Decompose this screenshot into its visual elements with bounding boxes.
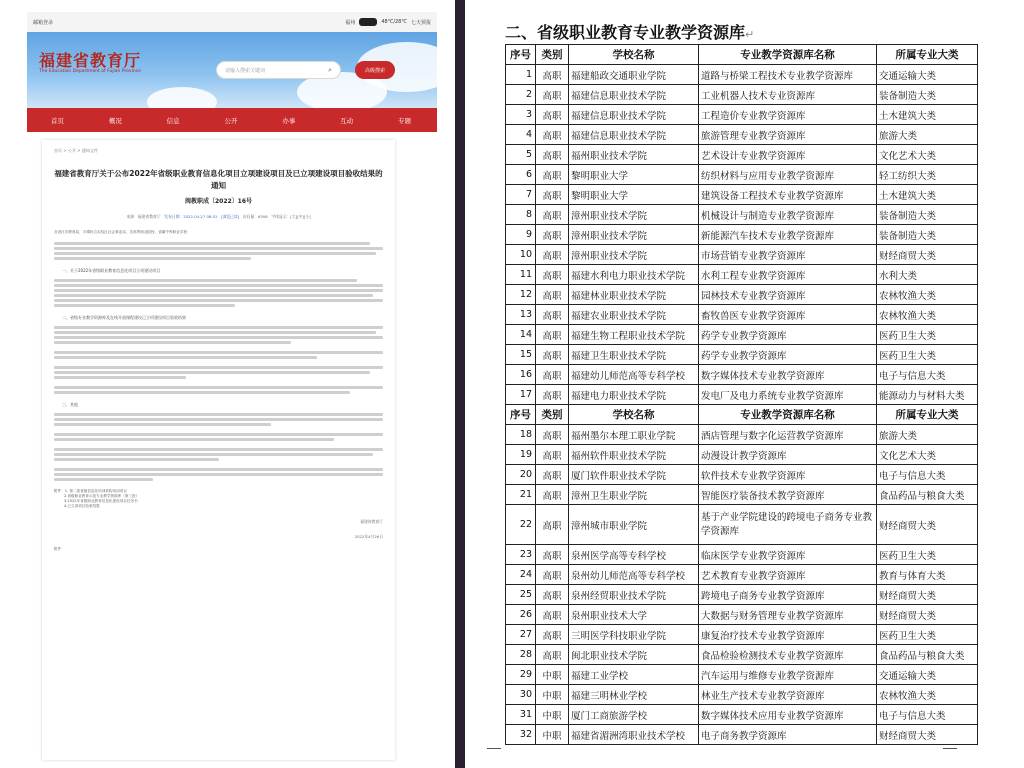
- school-name: 福州墨尔本理工职业学院: [569, 425, 699, 445]
- row-number: 25: [506, 585, 536, 605]
- row-category: 高职: [536, 165, 569, 185]
- row-number: 11: [506, 265, 536, 285]
- row-number: 8: [506, 205, 536, 225]
- row-category: 高职: [536, 125, 569, 145]
- row-category: 中职: [536, 665, 569, 685]
- attachment-item[interactable]: 4.已立项项目验收结果: [64, 504, 100, 508]
- major-category: 文化艺术大类: [877, 445, 978, 465]
- nav-item-interact[interactable]: 互动: [340, 116, 354, 125]
- school-name: 福建林业职业技术学院: [569, 285, 699, 305]
- major-category: 医药卫生大类: [877, 545, 978, 565]
- meta-views: 访问量：6306: [242, 214, 268, 219]
- weather-city: 福州: [345, 19, 356, 26]
- library-name: 数字媒体技术专业教学资源库: [699, 365, 877, 385]
- table-row: [506, 665, 978, 685]
- row-number: 27: [506, 625, 536, 645]
- row-category: 高职: [536, 605, 569, 625]
- main-nav: [27, 108, 437, 132]
- row-number: 22: [506, 505, 536, 545]
- row-category: 高职: [536, 425, 569, 445]
- major-category: 装备制造大类: [877, 85, 978, 105]
- school-name: 福建电力职业技术学院: [569, 385, 699, 405]
- row-category: 高职: [536, 225, 569, 245]
- row-category: 高职: [536, 625, 569, 645]
- table-row: [506, 285, 978, 305]
- table-row: [506, 245, 978, 265]
- school-name: 漳州职业技术学院: [569, 205, 699, 225]
- section-one-heading: 一、关于2022年省级职业教育信息化项目立项建设项目: [62, 268, 161, 273]
- row-category: 高职: [536, 245, 569, 265]
- nav-item-public[interactable]: 公开: [224, 116, 238, 125]
- school-name: 泉州职业技术大学: [569, 605, 699, 625]
- row-category: 高职: [536, 325, 569, 345]
- table-row: [506, 585, 978, 605]
- library-name: 艺术教育专业教学资源库: [699, 565, 877, 585]
- school-name: 福建信息职业技术学院: [569, 85, 699, 105]
- library-name: 园林技术专业教学资源库: [699, 285, 877, 305]
- library-name: 发电厂及电力系统专业教学资源库: [699, 385, 877, 405]
- school-name: 漳州职业技术学院: [569, 245, 699, 265]
- row-category: 高职: [536, 465, 569, 485]
- row-category: 高职: [536, 365, 569, 385]
- library-name: 软件技术专业教学资源库: [699, 465, 877, 485]
- school-name: 福州软件职业技术学院: [569, 445, 699, 465]
- major-category: 交通运输大类: [877, 665, 978, 685]
- row-number: 2: [506, 85, 536, 105]
- row-category: 高职: [536, 385, 569, 405]
- table-header-cell: 专业教学资源库名称: [699, 45, 877, 65]
- nav-item-overview[interactable]: 概况: [108, 116, 122, 125]
- school-name: 福建信息职业技术学院: [569, 105, 699, 125]
- signer: 福建省教育厅: [360, 519, 383, 524]
- major-category: 财经商贸大类: [877, 505, 978, 545]
- school-name: 福建农业职业技术学院: [569, 305, 699, 325]
- row-category: 中职: [536, 725, 569, 745]
- library-name: 临床医学专业教学资源库: [699, 545, 877, 565]
- attachment-item[interactable]: 3.2022年省级职业教育信息化建设项目任务书: [64, 499, 138, 503]
- row-category: 高职: [536, 145, 569, 165]
- library-name: 跨境电子商务专业教学资源库: [699, 585, 877, 605]
- website-page: [27, 12, 437, 768]
- row-category: 高职: [536, 585, 569, 605]
- library-name: 纺织材料与应用专业教学资源库: [699, 165, 877, 185]
- section-two-heading: 二、省级专业教学资源库及在线开放课程建设已立项建设项目验收结果: [62, 315, 186, 320]
- row-number: 28: [506, 645, 536, 665]
- article-title: 福建省教育厅关于公布2022年省级职业教育信息化项目立项建设项目及已立项建设项目验收结果的通知: [54, 169, 383, 190]
- page-corner-mark: [487, 748, 501, 762]
- article-meta: [54, 214, 383, 220]
- library-name: 康复治疗技术专业教学资源库: [699, 625, 877, 645]
- major-category: 农林牧渔大类: [877, 685, 978, 705]
- row-number: 18: [506, 425, 536, 445]
- attachment-item[interactable]: 附件：1. 第二批省级信息化培训机构培训项目: [54, 489, 127, 493]
- major-category: 装备制造大类: [877, 225, 978, 245]
- mail-login-link[interactable]: 邮箱登录: [33, 19, 54, 26]
- table-row: [506, 345, 978, 365]
- major-category: 电子与信息大类: [877, 365, 978, 385]
- library-name: 旅游管理专业教学资源库: [699, 125, 877, 145]
- row-number: 5: [506, 145, 536, 165]
- school-name: 福建水利电力职业技术学院: [569, 265, 699, 285]
- weather-forecast-link[interactable]: 七天预报: [410, 19, 431, 26]
- library-name: 机械设计与制造专业教学资源库: [699, 205, 877, 225]
- row-category: 高职: [536, 645, 569, 665]
- major-category: 财经商贸大类: [877, 585, 978, 605]
- school-name: 漳州职业技术学院: [569, 225, 699, 245]
- library-name: 基于产业学院建设的跨境电子商务专业教学资源库: [699, 505, 877, 545]
- row-category: 高职: [536, 545, 569, 565]
- row-category: 高职: [536, 345, 569, 365]
- table-row: [506, 205, 978, 225]
- attachment-list: [54, 489, 383, 509]
- library-name: 水利工程专业教学资源库: [699, 265, 877, 285]
- major-category: 农林牧渔大类: [877, 305, 978, 325]
- major-category: 财经商贸大类: [877, 605, 978, 625]
- major-category: 轻工纺织大类: [877, 165, 978, 185]
- document-number: 闽教职成〔2022〕16号: [184, 198, 253, 205]
- row-number: 29: [506, 665, 536, 685]
- table-row: [506, 385, 978, 405]
- panel-divider: [455, 0, 465, 768]
- library-name: 工程造价专业教学资源库: [699, 105, 877, 125]
- table-row: [506, 645, 978, 665]
- major-category: 医药卫生大类: [877, 325, 978, 345]
- table-header-cell: 序号: [506, 405, 536, 425]
- table-header-cell: 专业教学资源库名称: [699, 405, 877, 425]
- major-category: 交通运输大类: [877, 65, 978, 85]
- major-category: 旅游大类: [877, 425, 978, 445]
- library-name: 动漫设计教学资源库: [699, 445, 877, 465]
- school-name: 泉州医学高等专科学校: [569, 545, 699, 565]
- site-logo[interactable]: 福建省教育厅: [39, 51, 142, 70]
- row-category: 高职: [536, 185, 569, 205]
- school-name: 福建三明林业学校: [569, 685, 699, 705]
- article-body: [54, 230, 383, 552]
- table-row: [506, 485, 978, 505]
- table-row: [506, 505, 978, 545]
- major-category: 食品药品与粮食大类: [877, 645, 978, 665]
- row-number: 4: [506, 125, 536, 145]
- dark-mode-toggle-icon[interactable]: [359, 18, 377, 26]
- row-number: 9: [506, 225, 536, 245]
- major-category: 装备制造大类: [877, 205, 978, 225]
- major-category: 财经商贸大类: [877, 725, 978, 745]
- row-number: 6: [506, 165, 536, 185]
- table-row: [506, 225, 978, 245]
- row-number: 32: [506, 725, 536, 745]
- table-header-cell: 学校名称: [569, 45, 699, 65]
- major-category: 食品药品与粮食大类: [877, 485, 978, 505]
- nav-item-services[interactable]: 办事: [282, 116, 296, 125]
- paragraph-lines: [54, 413, 383, 481]
- table-row: [506, 625, 978, 645]
- library-name: 新能源汽车技术专业教学资源库: [699, 225, 877, 245]
- nav-item-home[interactable]: 首页: [51, 116, 64, 125]
- library-name: 数字媒体技术应用专业教学资源库: [699, 705, 877, 725]
- row-number: 21: [506, 485, 536, 505]
- school-name: 福建船政交通职业学院: [569, 65, 699, 85]
- major-category: 水利大类: [877, 265, 978, 285]
- nav-item-info[interactable]: 信息: [166, 116, 180, 125]
- paragraph-lines: [54, 279, 383, 307]
- website-screenshot-panel: [0, 0, 455, 768]
- row-number: 13: [506, 305, 536, 325]
- table-row: [506, 365, 978, 385]
- table-header-cell: 类别: [536, 405, 569, 425]
- row-number: 17: [506, 385, 536, 405]
- row-number: 30: [506, 685, 536, 705]
- table-row: [506, 105, 978, 125]
- table-row: [506, 605, 978, 625]
- school-name: 厦门软件职业技术学院: [569, 465, 699, 485]
- table-row: [506, 445, 978, 465]
- table-row: [506, 305, 978, 325]
- school-name: 福建工业学校: [569, 665, 699, 685]
- search-placeholder: 请输入搜索关键词: [225, 67, 266, 74]
- major-category: 土木建筑大类: [877, 105, 978, 125]
- school-name: 福建生物工程职业技术学院: [569, 325, 699, 345]
- row-category: 高职: [536, 65, 569, 85]
- section-three-heading: 三、其他: [62, 402, 78, 407]
- row-number: 31: [506, 705, 536, 725]
- row-number: 3: [506, 105, 536, 125]
- table-header-cell: 学校名称: [569, 405, 699, 425]
- library-name: 电子商务教学资源库: [699, 725, 877, 745]
- attachment-item[interactable]: 2.省级职业教育示范专业教学资源库（第三批）: [64, 494, 140, 498]
- site-logo-english: The Education Department of Fujian Province: [39, 69, 141, 74]
- row-number: 1: [506, 65, 536, 85]
- table-row: [506, 685, 978, 705]
- row-number: 16: [506, 365, 536, 385]
- library-name: 工业机器人技术专业资源库: [699, 85, 877, 105]
- row-category: 高职: [536, 205, 569, 225]
- row-category: 高职: [536, 285, 569, 305]
- website-topbar: [27, 12, 437, 32]
- major-category: 医药卫生大类: [877, 345, 978, 365]
- row-category: 高职: [536, 305, 569, 325]
- library-name: 药学专业教学资源库: [699, 345, 877, 365]
- row-number: 23: [506, 545, 536, 565]
- row-category: 高职: [536, 485, 569, 505]
- library-name: 酒店管理与数字化运营教学资源库: [699, 425, 877, 445]
- school-name: 福建省湄洲湾职业技术学校: [569, 725, 699, 745]
- school-name: 漳州城市职业学院: [569, 505, 699, 545]
- search-icon[interactable]: ⌕: [328, 65, 332, 74]
- page-corner-mark: [943, 748, 957, 762]
- article-intro: 各设区市教育局，平潭综合实验区社会事业局，各高等职业院校，省属中等职业学校：: [54, 230, 191, 234]
- attachment-label: 附件：: [54, 547, 65, 551]
- table-header-cell: 所属专业大类: [877, 45, 978, 65]
- row-category: 高职: [536, 505, 569, 545]
- major-category: 电子与信息大类: [877, 705, 978, 725]
- row-category: 高职: [536, 265, 569, 285]
- row-number: 14: [506, 325, 536, 345]
- major-category: 土木建筑大类: [877, 185, 978, 205]
- row-category: 中职: [536, 685, 569, 705]
- row-number: 20: [506, 465, 536, 485]
- library-name: 药学专业教学资源库: [699, 325, 877, 345]
- school-name: 泉州幼儿师范高等专科学校: [569, 565, 699, 585]
- major-category: 医药卫生大类: [877, 625, 978, 645]
- major-category: 电子与信息大类: [877, 465, 978, 485]
- row-number: 12: [506, 285, 536, 305]
- school-name: 福建卫生职业技术学院: [569, 345, 699, 365]
- nav-item-topics[interactable]: 专题: [397, 116, 411, 125]
- meta-date: 发布日期：2022-04-27 08:52: [164, 214, 218, 219]
- table-header-row: [506, 405, 978, 425]
- table-row: [506, 165, 978, 185]
- school-name: 福州职业技术学院: [569, 145, 699, 165]
- table-row: [506, 565, 978, 585]
- meta-source: 来源：福建省教育厅: [126, 214, 161, 219]
- library-name: 畜牧兽医专业教学资源库: [699, 305, 877, 325]
- table-row: [506, 425, 978, 445]
- school-name: 福建幼儿师范高等专科学校: [569, 365, 699, 385]
- table-header-row: [506, 45, 978, 65]
- table-row: [506, 705, 978, 725]
- major-category: 农林牧渔大类: [877, 285, 978, 305]
- row-category: 高职: [536, 105, 569, 125]
- library-name: 大数据与财务管理专业教学资源库: [699, 605, 877, 625]
- resource-library-table: [505, 44, 978, 745]
- table-row: [506, 145, 978, 165]
- document-panel: [465, 0, 1024, 768]
- article-card: [42, 140, 395, 760]
- website-banner: [27, 32, 437, 108]
- library-name: 艺术设计专业教学资源库: [699, 145, 877, 165]
- school-name: 三明医学科技职业学院: [569, 625, 699, 645]
- breadcrumb[interactable]: 首页 > 公开 > 通知文件: [54, 148, 98, 153]
- row-category: 高职: [536, 565, 569, 585]
- row-number: 24: [506, 565, 536, 585]
- library-name: 汽车运用与维修专业教学资源库: [699, 665, 877, 685]
- school-name: 闽北职业技术学院: [569, 645, 699, 665]
- table-row: [506, 325, 978, 345]
- sign-date: 2022年4月26日: [354, 534, 383, 539]
- major-category: 旅游大类: [877, 125, 978, 145]
- search-input[interactable]: [216, 61, 341, 79]
- school-name: 漳州卫生职业学院: [569, 485, 699, 505]
- paragraph-lines: [54, 326, 383, 394]
- table-row: [506, 85, 978, 105]
- row-number: 10: [506, 245, 536, 265]
- school-name: 黎明职业大学: [569, 165, 699, 185]
- library-name: 智能医疗装备技术教学资源库: [699, 485, 877, 505]
- paragraph-lines: [54, 242, 383, 260]
- document-heading: 二、省级职业教育专业教学资源库↵: [505, 23, 755, 42]
- table-header-cell: 所属专业大类: [877, 405, 978, 425]
- library-name: 道路与桥梁工程技术专业教学资源库: [699, 65, 877, 85]
- row-number: 26: [506, 605, 536, 625]
- school-name: 厦门工商旅游学校: [569, 705, 699, 725]
- advanced-search-button[interactable]: 高级搜索: [355, 61, 395, 79]
- major-category: 财经商贸大类: [877, 245, 978, 265]
- major-category: 文化艺术大类: [877, 145, 978, 165]
- school-name: 黎明职业大学: [569, 185, 699, 205]
- row-number: 15: [506, 345, 536, 365]
- table-row: [506, 125, 978, 145]
- table-row: [506, 65, 978, 85]
- library-name: 市场营销专业教学资源库: [699, 245, 877, 265]
- row-category: 高职: [536, 445, 569, 465]
- table-row: [506, 185, 978, 205]
- row-number: 7: [506, 185, 536, 205]
- meta-font-size[interactable]: 字体显示：[大][中][小]: [271, 214, 311, 219]
- table-row: [506, 545, 978, 565]
- table-row: [506, 465, 978, 485]
- row-category: 高职: [536, 85, 569, 105]
- table-row: [506, 725, 978, 745]
- school-name: 福建信息职业技术学院: [569, 125, 699, 145]
- library-name: 建筑设备工程技术专业教学资源库: [699, 185, 877, 205]
- library-name: 林业生产技术专业教学资源库: [699, 685, 877, 705]
- major-category: 能源动力与材料大类: [877, 385, 978, 405]
- table-row: [506, 265, 978, 285]
- table-header-cell: 类别: [536, 45, 569, 65]
- meta-read[interactable]: [浏览已读]: [221, 214, 240, 219]
- row-category: 中职: [536, 705, 569, 725]
- weather-temp: 48℃/28℃: [381, 19, 407, 25]
- row-number: 19: [506, 445, 536, 465]
- major-category: 教育与体育大类: [877, 565, 978, 585]
- library-name: 食品检验检测技术专业教学资源库: [699, 645, 877, 665]
- table-header-cell: 序号: [506, 45, 536, 65]
- school-name: 泉州经贸职业技术学院: [569, 585, 699, 605]
